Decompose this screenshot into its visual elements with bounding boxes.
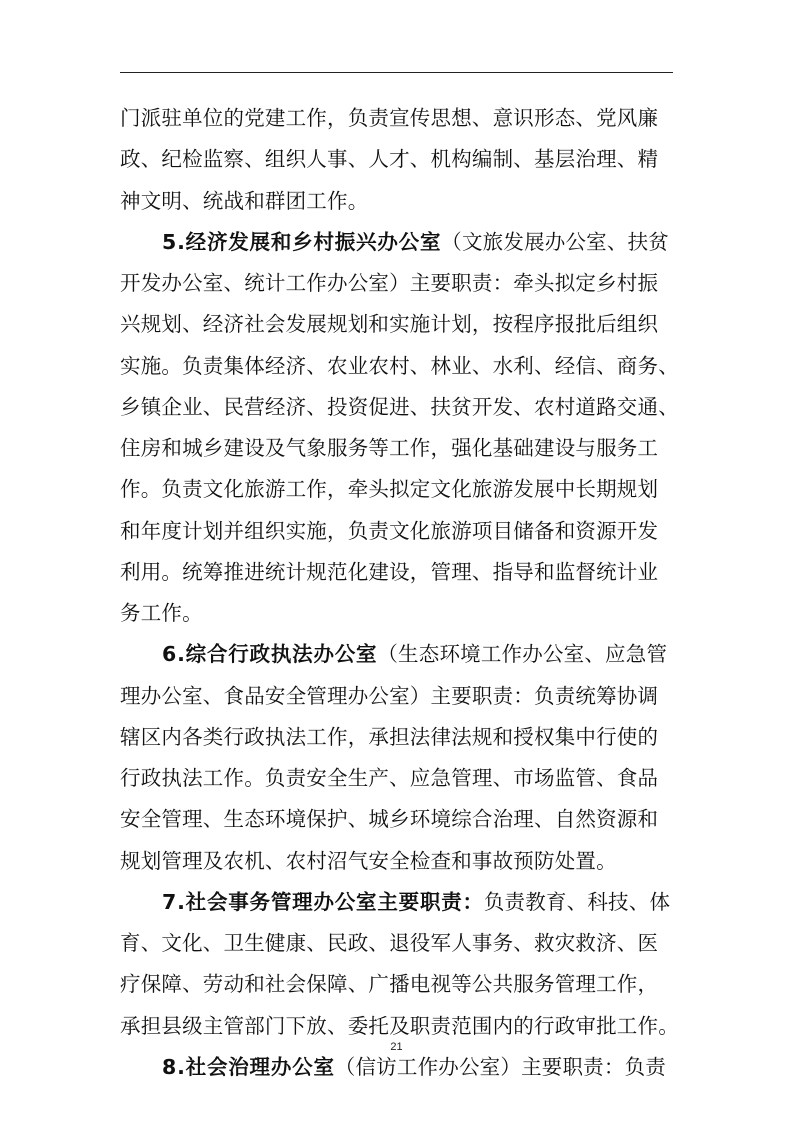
line-text: 住房和城乡建设及气象服务等工作，强化基础建设与服务工 (120, 436, 659, 460)
text-line (120, 964, 676, 1005)
line-text: 负责教育、科技、体 (483, 889, 671, 914)
text-line (120, 387, 679, 428)
header-rule (120, 72, 673, 73)
line-text: 务工作。 (120, 601, 203, 625)
text-line (120, 263, 676, 304)
line-text: 神文明、统战和群团工作。 (120, 188, 369, 213)
text-line (120, 593, 676, 634)
text-line (120, 304, 676, 345)
line-text: 政、纪检监察、组织人事、人才、机构编制、基层治理、精 (120, 147, 659, 172)
text-line (120, 676, 676, 717)
line-text: 承担县级主管部门下放、委托及职责范围内的行政审批工作。 (120, 1013, 679, 1038)
text-line (120, 139, 676, 180)
text-line (120, 758, 676, 799)
line-text: （文旅发展办公室、扶贫 (441, 229, 669, 254)
text-line (120, 882, 676, 923)
line-text: （信访工作办公室）主要职责：负责 (334, 1054, 666, 1079)
line-text: 规划管理及农机、农村沼气安全检查和事故预防处置。 (120, 848, 617, 873)
line-text: 安全管理、生态环境保护、城乡环境综合治理、自然资源和 (120, 807, 659, 832)
text-line (120, 923, 676, 964)
section-heading: 8.社会治理办公室 (162, 1054, 335, 1079)
line-text: 作。负责文化旅游工作，牵头拟定文化旅游发展中长期规划 (120, 477, 659, 502)
line-text: 开发办公室、统计工作办公室）主要职责：牵头拟定乡村振 (120, 271, 659, 295)
line-text: （生态环境工作办公室、应急管 (377, 642, 668, 667)
line-text: 兴规划、经济社会发展规划和实施计划，按程序报批后组织 (120, 312, 659, 337)
text-line (120, 552, 676, 593)
line-text: 育、文化、卫生健康、民政、退役军人事务、救灾救济、医 (120, 931, 659, 955)
line-text: 利用。统筹推进统计规范化建设，管理、指导和监督统计业 (120, 559, 659, 584)
section-heading: 7.社会事务管理办公室主要职责： (162, 889, 484, 914)
line-text: 疗保障、劳动和社会保障、广播电视等公共服务管理工作， (120, 972, 659, 997)
line-text: 实施。负责集体经济、农业农村、林业、水利、经信、商务、 (120, 353, 679, 378)
page-number: 21 (390, 1041, 403, 1053)
document-body (120, 98, 679, 1088)
line-text: 乡镇企业、民营经济、投资促进、扶贫开发、农村道路交通、 (120, 394, 679, 419)
text-line (120, 841, 676, 882)
line-text: 门派驻单位的党建工作，负责宣传思想、意识形态、党风廉 (120, 106, 659, 130)
section-heading: 6.综合行政执法办公室 (162, 642, 378, 667)
text-line (120, 98, 676, 139)
text-line (120, 717, 676, 758)
text-line (120, 799, 676, 840)
line-text: 行政执法工作。负责安全生产、应急管理、市场监管、食品 (120, 766, 659, 790)
text-line (120, 222, 676, 263)
text-line (120, 181, 676, 222)
line-text: 辖区内各类行政执法工作，承担法律法规和授权集中行使的 (120, 724, 659, 749)
line-text: 和年度计划并组织实施，负责文化旅游项目储备和资源开发 (120, 518, 659, 543)
text-line (120, 346, 679, 387)
text-line (120, 634, 676, 675)
text-line (120, 469, 676, 510)
text-line (120, 511, 676, 552)
section-heading: 5.经济发展和乡村振兴办公室 (162, 229, 442, 254)
text-line (120, 428, 676, 469)
line-text: 理办公室、食品安全管理办公室）主要职责：负责统筹协调 (120, 683, 659, 708)
